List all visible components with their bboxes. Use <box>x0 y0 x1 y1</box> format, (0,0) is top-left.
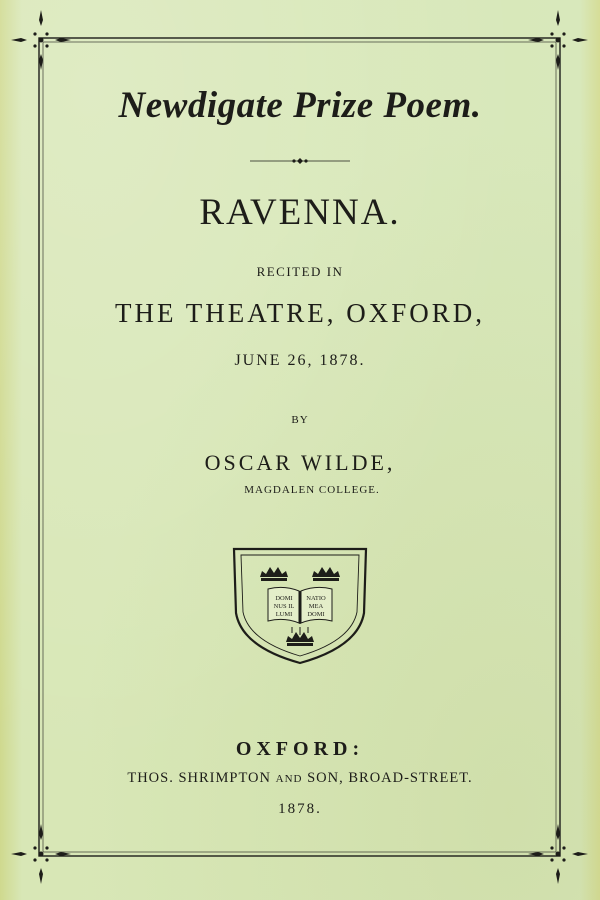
series-title: Newdigate Prize Poem. <box>118 85 482 126</box>
poem-title: RAVENNA. <box>199 192 401 233</box>
publisher-address: SON, BROAD-STREET. <box>302 770 473 786</box>
ornamental-rule-icon <box>250 157 350 165</box>
imprint-publisher <box>0 770 600 787</box>
crest-motto-2: NUS IL <box>273 603 295 610</box>
recital-date: JUNE 26, 1878. <box>234 352 366 369</box>
imprint-year: 1878. <box>278 801 322 817</box>
oxford-university-arms-icon <box>228 543 372 665</box>
crest-motto-4: NATIO <box>306 595 326 602</box>
crest-motto-1: DOMI <box>275 595 293 602</box>
crest-motto-5: MEA <box>308 603 324 610</box>
publisher-and: AND <box>275 773 303 785</box>
crest-motto-6: DOMI <box>307 611 325 618</box>
crest-motto-3: LUMI <box>275 611 293 618</box>
author-name: OSCAR WILDE, <box>204 450 396 475</box>
imprint-city: OXFORD: <box>235 738 365 760</box>
recited-label: RECITED IN <box>256 264 344 279</box>
by-label: BY <box>291 414 309 426</box>
author-college: MAGDALEN COLLEGE. <box>244 484 380 496</box>
publisher-name: THOS. SHRIMPTON <box>127 770 276 786</box>
venue: THE THEATRE, OXFORD, <box>115 298 485 328</box>
